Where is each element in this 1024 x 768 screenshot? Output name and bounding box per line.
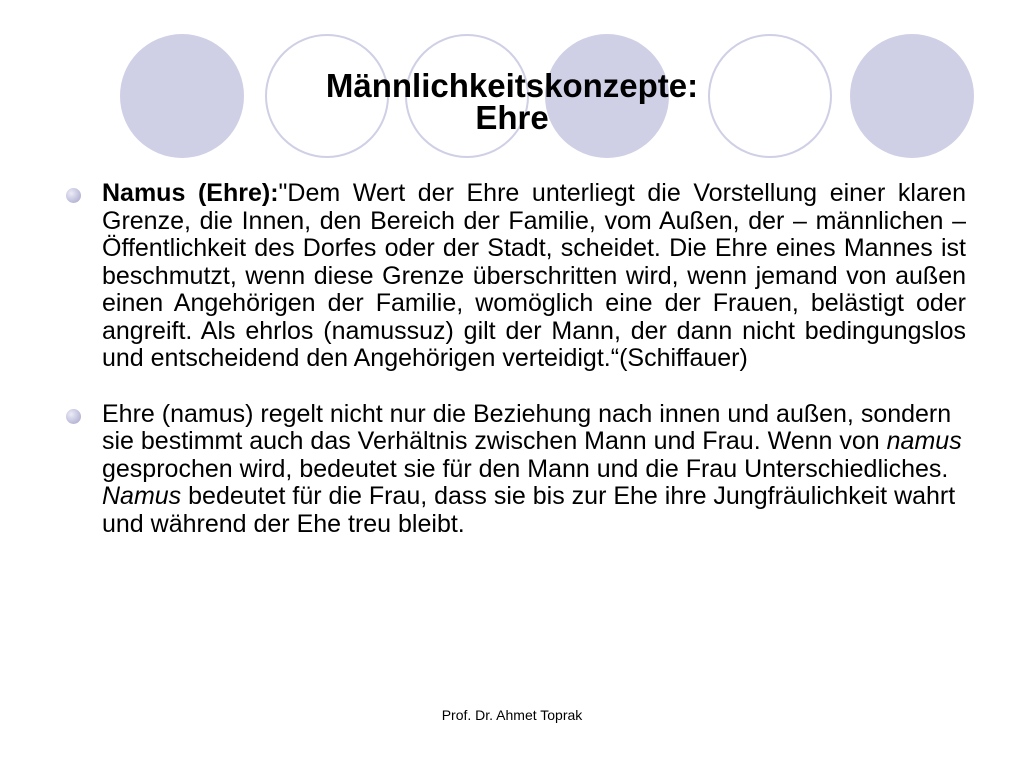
bullet-item-ehre [66,401,966,539]
quote-source: (Schiffauer) [619,344,748,372]
text-part: bedeutet für die Frau, dass sie bis zur Ehe ihre Jungfräulichkeit wahrt und während der Ehe treu bleibt. [102,482,956,538]
bullet-text [102,180,966,373]
footer-author: Prof. Dr. Ahmet Toprak [441,707,583,723]
term-namus: namus [886,427,962,455]
close-quote: “ [610,344,620,372]
bullet-item-namus [66,180,966,373]
bullet-list [66,180,966,538]
title-line-1: Männlichkeitskonzepte: [325,67,699,104]
slide-title [0,67,1024,136]
text-part: Ehre (namus) regelt nicht nur die Beziehung nach innen und außen, sondern sie bestimmt auch das Verhältnis zwischen Mann und Frau. Wenn von [102,399,952,455]
bullet-text [102,401,966,539]
quote-text: Dem Wert der Ehre unterliegt die Vorstellung einer klaren Grenze, die Innen, den Bereich der Familie, vom Außen, der – männlichen – Öffentlichkeit des Dorfes oder der Stadt, scheidet. Die Ehre eines Mannes ist beschmutzt, wenn diese Grenze überschritten wird, wenn jemand von außen einen Angehörigen der Familie, womöglich eine der Frauen, belästigt oder angreift. Als ehrlos (namussuz) gilt der Mann, der dann nicht bedingungslos und entscheidend den Angehörigen verteidigt. [102,179,966,372]
term-namus-capital: Namus [102,482,182,510]
bullet-icon [66,409,81,424]
bullet-icon [66,188,81,203]
title-line-2: Ehre [475,99,549,136]
open-quote: " [278,179,288,207]
text-part: gesprochen wird, bedeutet sie für den Mann und die Frau Unterschiedliches. [102,454,949,483]
bullet-label: Namus (Ehre): [102,179,279,207]
